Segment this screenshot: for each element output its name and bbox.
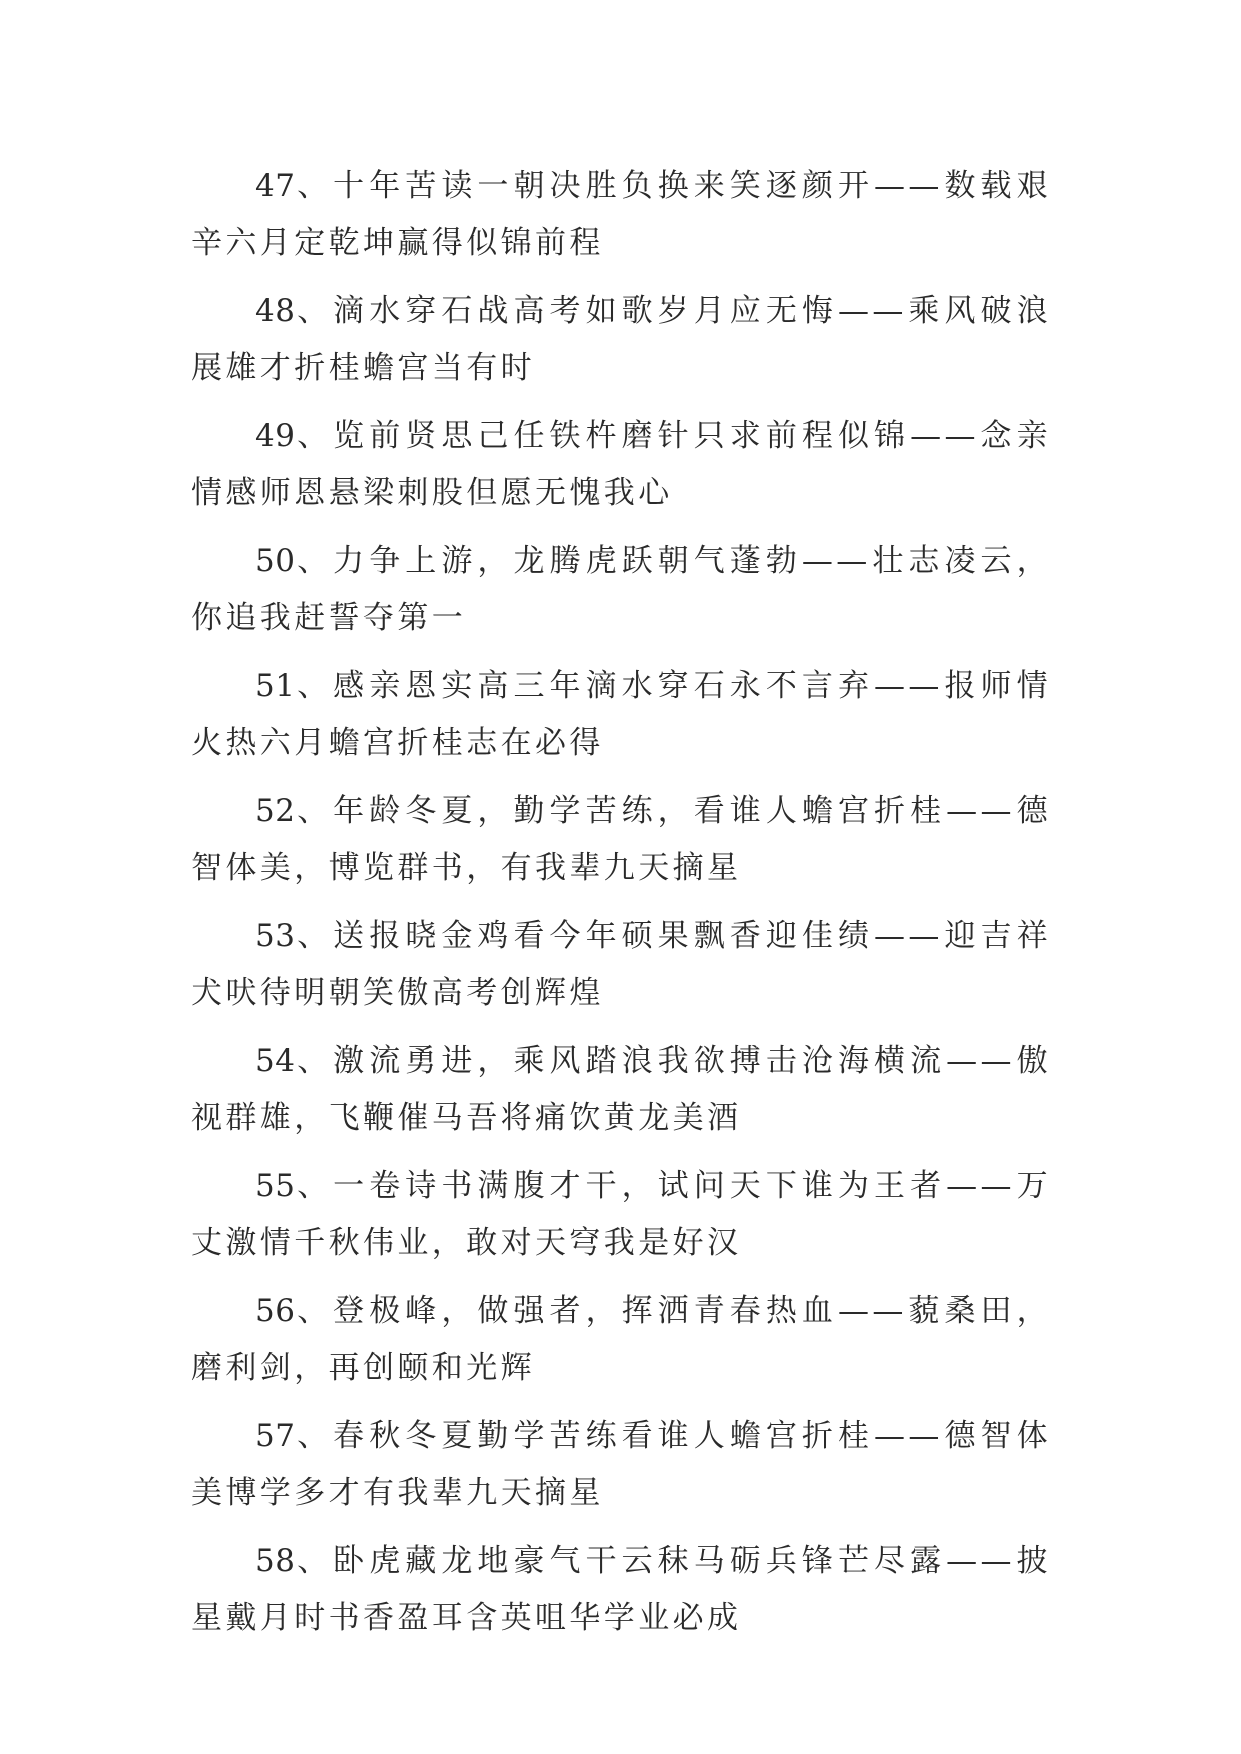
entry-text: 、力争上游，龙腾虎跃朝气蓬勃——壮志凌云，你追我赶誓夺第一 (191, 543, 1051, 636)
entry-text: 、年龄冬夏，勤学苦练，看谁人蟾宫折桂——德智体美，博览群书，有我辈九天摘星 (191, 793, 1051, 886)
slogan-entry-51 (191, 658, 1051, 772)
entry-text: 、滴水穿石战高考如歌岁月应无悔——乘风破浪展雄才折桂蟾宫当有时 (191, 293, 1051, 386)
slogan-entry-50 (191, 533, 1051, 647)
slogan-entry-47 (191, 158, 1051, 272)
entry-number: 47 (255, 168, 296, 204)
slogan-entry-48 (191, 283, 1051, 397)
slogan-entry-55 (191, 1158, 1051, 1272)
slogan-entry-58 (191, 1533, 1051, 1647)
entry-number: 56 (255, 1293, 296, 1329)
slogan-entry-52 (191, 783, 1051, 897)
entry-number: 50 (255, 543, 296, 579)
entry-number: 51 (255, 668, 296, 704)
slogan-list (191, 158, 1051, 1658)
slogan-entry-57 (191, 1408, 1051, 1522)
slogan-entry-49 (191, 408, 1051, 522)
entry-text: 、送报晓金鸡看今年硕果飘香迎佳绩——迎吉祥犬吠待明朝笑傲高考创辉煌 (191, 918, 1051, 1011)
slogan-entry-56 (191, 1283, 1051, 1397)
slogan-entry-53 (191, 908, 1051, 1022)
entry-number: 53 (255, 918, 296, 954)
entry-text: 、卧虎藏龙地豪气干云秣马砺兵锋芒尽露——披星戴月时书香盈耳含英咀华学业必成 (191, 1543, 1051, 1636)
entry-text: 、览前贤思己任铁杵磨针只求前程似锦——念亲情感师恩悬梁刺股但愿无愧我心 (191, 418, 1051, 511)
entry-number: 57 (255, 1418, 296, 1454)
entry-text: 、春秋冬夏勤学苦练看谁人蟾宫折桂——德智体美博学多才有我辈九天摘星 (191, 1418, 1051, 1511)
entry-text: 、登极峰，做强者，挥洒青春热血——藐桑田，磨利剑，再创颐和光辉 (191, 1293, 1051, 1386)
slogan-entry-54 (191, 1033, 1051, 1147)
entry-text: 、十年苦读一朝决胜负换来笑逐颜开——数载艰辛六月定乾坤赢得似锦前程 (191, 168, 1051, 261)
entry-text: 、感亲恩实高三年滴水穿石永不言弃——报师情火热六月蟾宫折桂志在必得 (191, 668, 1051, 761)
entry-text: 、一卷诗书满腹才干，试问天下谁为王者——万丈激情千秋伟业，敢对天穹我是好汉 (191, 1168, 1051, 1261)
entry-number: 49 (255, 418, 296, 454)
entry-number: 58 (255, 1543, 296, 1579)
entry-number: 54 (255, 1043, 296, 1079)
entry-number: 55 (255, 1168, 296, 1204)
entry-number: 52 (255, 793, 296, 829)
entry-number: 48 (255, 293, 296, 329)
entry-text: 、激流勇进，乘风踏浪我欲搏击沧海横流——傲视群雄，飞鞭催马吾将痛饮黄龙美酒 (191, 1043, 1051, 1136)
